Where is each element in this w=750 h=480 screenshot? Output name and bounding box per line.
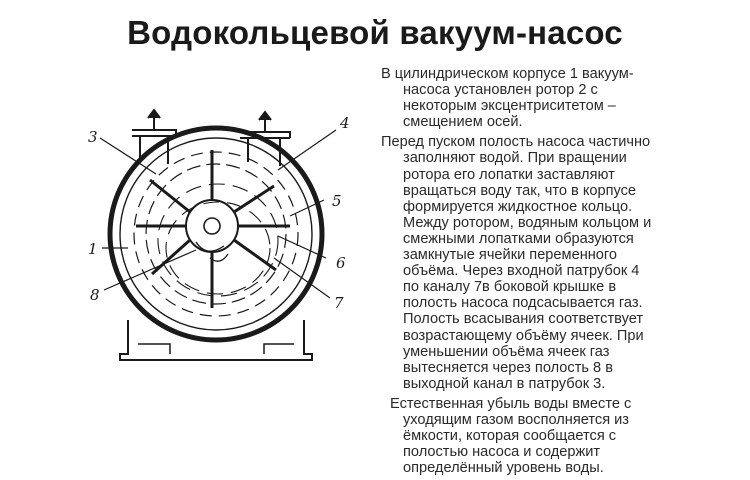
- page-title: Водокольцевой вакуум-насос: [127, 14, 623, 51]
- paragraph-1: В цилиндрическом корпусе 1 вакуум- насоса установлен ротор 2 с некоторым эксцентриситетом – смещением осей.: [381, 66, 634, 131]
- label-1: 1: [88, 240, 98, 258]
- label-8: 8: [90, 286, 100, 304]
- label-7: 7: [334, 294, 344, 312]
- paragraph-3: Естественная убыль воды вместе с уходящим газом восполняется из ёмкости, которая сообщается с полостью насоса и содержит определённый уровень воды.: [390, 395, 632, 477]
- label-5: 5: [332, 192, 342, 210]
- vacuum-pump-diagram: [78, 108, 368, 442]
- description-text: [381, 66, 681, 480]
- label-6: 6: [336, 254, 346, 272]
- housing-1: [110, 128, 322, 340]
- rotor-2: [186, 200, 238, 252]
- label-3: 3: [88, 128, 98, 146]
- label-4: 4: [340, 114, 350, 132]
- paragraph-2: Перед пуском полость насоса частично заполняют водой. При вращении ротора его лопатки заставляют вращаться воду так, что в корпусе формируется жидкостное кольцо. Между ротором, водяным кольцом и смежными лопатками образуются замкнутые ячейки переменного объёма. Через входной патрубок 4 по каналу 7в боковой крышке в полость насоса подсасывается газ. Полость всасывания соответствует возрастающему объёму ячеек. При уменьшении объёма ячеек газ вытесняется через полость 8 в выходной канал в патрубок 3.: [381, 134, 652, 392]
